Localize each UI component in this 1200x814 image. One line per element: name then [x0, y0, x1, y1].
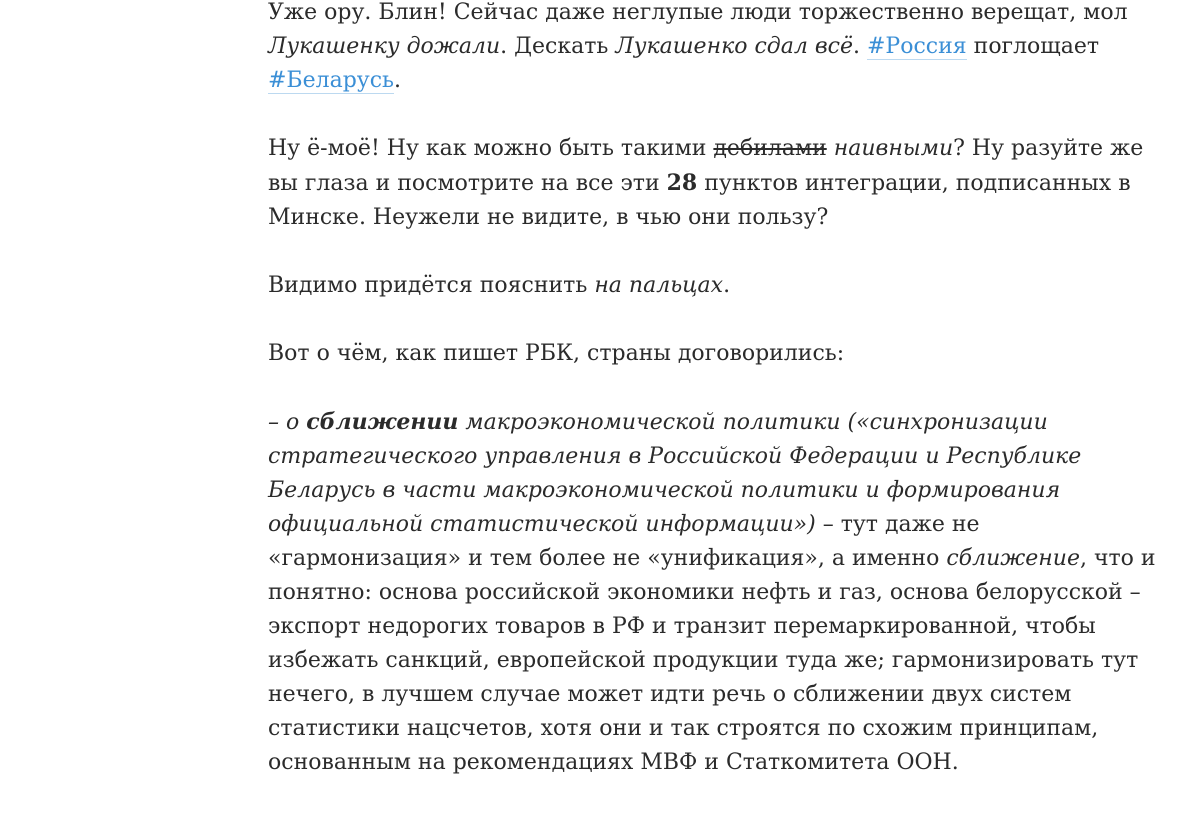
text: . — [394, 68, 402, 93]
hashtag-link-belarus[interactable]: #Беларусь — [268, 68, 395, 93]
text: Уже ору. Блин! Сейчас даже неглупые люди торжественно верещат, мол — [268, 0, 1128, 25]
bold-number: 28 — [666, 170, 698, 196]
paragraph-2 — [268, 132, 1178, 235]
italic-text: Лукашенко сдал всё — [615, 34, 853, 59]
paragraph-4 — [268, 337, 1178, 371]
italic-text: наивными — [833, 136, 954, 161]
text: Видимо придётся пояснить — [268, 273, 595, 298]
bold-italic-text: сближении — [306, 409, 459, 435]
text: Вот о чём, как пишет РБК, страны договорились: — [268, 341, 845, 366]
text: , что и понятно: основа российской экономики нефть и газ, основа белорусской – экспорт недорогих товаров в РФ и транзит перемаркированной, чтобы избежать санкций, европейской продукции туда же; гармонизировать тут нечего, в лучшем случае может идти речь о сближении двух систем статистики нацсчетов, хотя они и так строятся по схожим принципам, основанным на рекомендациях МВФ и Статкомитета ООН. — [268, 546, 1156, 775]
paragraph-5 — [268, 405, 1178, 780]
italic-text: на пальцах — [594, 273, 724, 298]
text: . — [852, 34, 867, 59]
italic-text: Лукашенку дожали — [268, 34, 501, 59]
strikethrough-text: дебилами — [713, 136, 827, 161]
text: пунктов интеграции, подписанных в Минске. Неужели не видите, в чью они пользу? — [268, 171, 1131, 230]
italic-text: макроэкономической политики («синхронизации стратегического управления в Российской Федерации и Республике Беларусь в части макроэкономической политики и формирования официальной статистической информации») — [268, 410, 1082, 537]
paragraph-3 — [268, 269, 1178, 303]
italic-text: сближение — [946, 546, 1080, 571]
italic-text: – о — [268, 410, 307, 435]
text: ? Ну разуйте же вы глаза и посмотрите на все эти — [268, 136, 1144, 196]
article-body — [268, 0, 1178, 814]
text: . Дескать — [500, 34, 616, 59]
text: – тут даже не «гармонизация» и тем более не «унификация», а именно — [268, 512, 980, 571]
text — [827, 136, 834, 161]
text: поглощает — [966, 34, 1100, 59]
text: . — [723, 273, 731, 298]
text: Ну ё-моё! Ну как можно быть такими — [268, 136, 714, 161]
hashtag-link-russia[interactable]: #Россия — [866, 34, 967, 59]
paragraph-1 — [268, 0, 1178, 98]
